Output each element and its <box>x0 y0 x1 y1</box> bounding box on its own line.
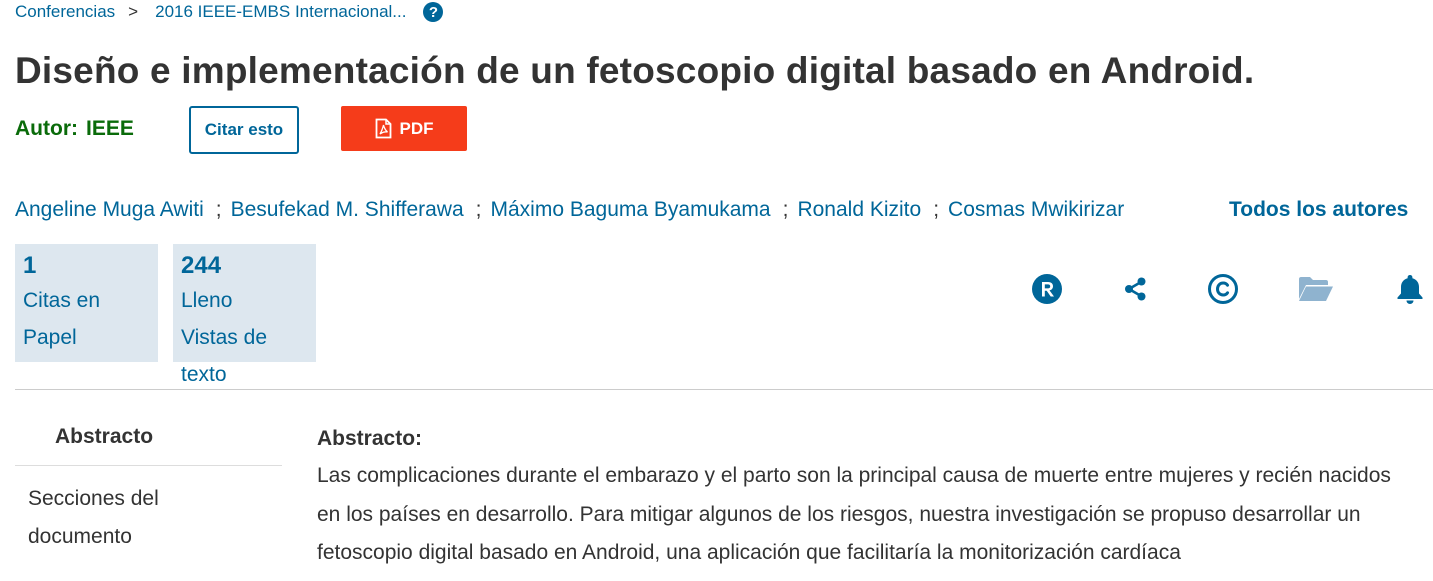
breadcrumb-separator: > <box>128 2 139 21</box>
pdf-icon <box>375 118 392 139</box>
metric-value: 244 <box>181 252 222 279</box>
paper-citations-metric[interactable] <box>15 244 158 362</box>
help-icon[interactable]: ? <box>423 2 443 22</box>
rights-icon[interactable] <box>1029 271 1065 307</box>
author-value: IEEE <box>85 117 134 140</box>
author-separator: ; <box>215 198 222 221</box>
metric-value: 1 <box>23 252 37 279</box>
cite-button[interactable]: Citar esto <box>189 106 299 154</box>
author-link[interactable]: Cosmas Mwikirizar <box>948 198 1125 221</box>
author-label: Autor: <box>15 117 78 140</box>
pdf-button[interactable] <box>341 106 467 151</box>
page-title: Diseño e implementación de un fetoscopio digital basado en Android. <box>15 50 1255 91</box>
section-divider <box>15 389 1433 390</box>
pdf-label: PDF <box>399 118 434 138</box>
metric-label: texto <box>181 363 227 386</box>
author-line <box>15 117 134 141</box>
author-link[interactable]: Máximo Baguma Byamukama <box>490 198 771 221</box>
all-authors-link[interactable]: Todos los autores <box>1229 198 1409 221</box>
breadcrumb-conferences-link[interactable]: Conferencias <box>15 2 116 21</box>
metric-label: Vistas de <box>181 326 267 349</box>
full-text-views-metric[interactable] <box>173 244 316 386</box>
sidebar-item-abstract[interactable]: Abstracto <box>55 425 154 448</box>
sidebar-item-document-sections[interactable]: Secciones del documento <box>28 487 159 548</box>
author-link[interactable]: Ronald Kizito <box>797 198 922 221</box>
abstract-heading: Abstracto: <box>317 427 423 450</box>
abstract-text: Las complicaciones durante el embarazo y el parto son la principal causa de muerte entre mujeres y recién nacidos en los países en desarrollo. Para mitigar algunos de los riesgos, nuestra investigación se propuso desarrollar un fetoscopio digital basado en Android, una aplicación que facilitaría la monitorización cardíaca <box>317 464 1391 564</box>
breadcrumb <box>15 1 443 23</box>
copyright-icon[interactable] <box>1205 271 1241 307</box>
author-link[interactable]: Besufekad M. Shifferawa <box>230 198 464 221</box>
metric-label: Papel <box>23 326 77 349</box>
sidebar-divider <box>15 465 282 466</box>
author-separator: ; <box>933 198 940 221</box>
author-list <box>15 198 1124 222</box>
metric-label: Lleno <box>181 289 233 312</box>
author-link[interactable]: Angeline Muga Awiti <box>15 198 204 221</box>
author-separator: ; <box>475 198 482 221</box>
breadcrumb-conference-link[interactable]: 2016 IEEE-EMBS Internacional... <box>155 2 407 21</box>
folder-icon[interactable] <box>1298 271 1334 307</box>
share-icon[interactable] <box>1117 271 1153 307</box>
bell-icon[interactable] <box>1392 271 1428 307</box>
author-separator: ; <box>782 198 789 221</box>
metric-label: Citas en <box>23 289 101 312</box>
